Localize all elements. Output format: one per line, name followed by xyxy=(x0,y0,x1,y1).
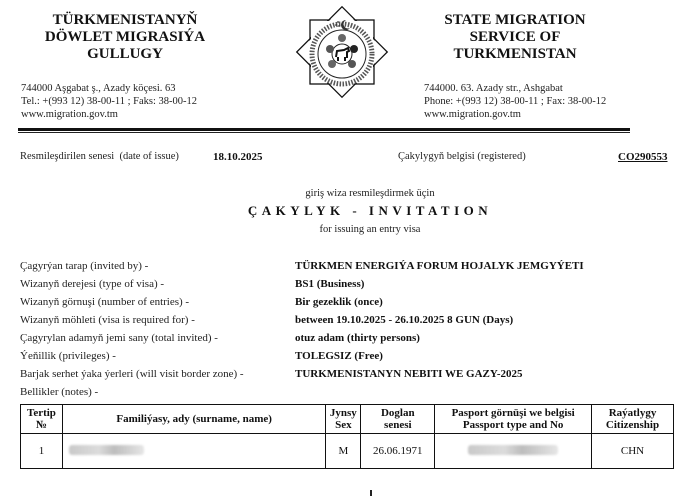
registration-number: CO290553 xyxy=(618,151,668,163)
field-value-privileges: TOLEGSIZ (Free) xyxy=(295,350,383,362)
org-name-line2: DÖWLET MIGRASIÝA xyxy=(44,29,206,45)
date-of-issue-label: Resmileşdirilen senesi (date of issue) xyxy=(20,151,179,162)
org-name-line2: SERVICE OF xyxy=(469,29,561,45)
document-title: ÇAKYLYK - INVITATION xyxy=(247,203,493,218)
field-value-visa-period: between 19.10.2025 - 26.10.2025 8 GUN (Days) xyxy=(295,314,514,326)
field-label-total-invited: Çagyrylan adamyň jemi sany (total invited) - xyxy=(20,332,218,344)
redaction-blur xyxy=(69,445,144,455)
header-divider xyxy=(18,128,630,131)
redaction-blur xyxy=(468,445,558,455)
cell-citizenship: CHN xyxy=(592,434,674,469)
org-name-turkmen xyxy=(20,12,230,63)
phone-line: Tel.: +(993 12) 38-00-11 ; Faks: 38-00-12 xyxy=(21,96,197,107)
field-value-total-invited: otuz adam (thirty persons) xyxy=(295,332,420,344)
header-line2: Sex xyxy=(335,419,352,431)
address-line: 744000 Aşgabat ş., Azady köçesi. 63 xyxy=(21,83,176,94)
org-name-line3: GULLUGY xyxy=(87,46,163,62)
header-line2: Passport type and No xyxy=(462,419,564,431)
field-label-border-zone: Barjak serhet ýaka ýerleri (will visit border zone) - xyxy=(20,368,244,380)
field-label-entries: Wizanyň görnuşi (number of entries) - xyxy=(20,296,190,308)
header-line2: № xyxy=(35,419,47,431)
address-block-turkmen xyxy=(21,82,197,121)
field-value-border-zone: TURKMENISTANYN NEBITI WE GAZY-2025 xyxy=(295,368,523,380)
field-label-privileges: Ýeňillik (privileges) - xyxy=(20,350,116,362)
field-value-visa-type: BS1 (Business) xyxy=(295,278,365,290)
column-header-birth-date xyxy=(361,405,435,434)
table-header-row xyxy=(21,405,674,434)
org-name-line3: TURKMENISTAN xyxy=(453,46,577,62)
fields-values xyxy=(295,257,584,383)
field-label-notes: Bellikler (notes) - xyxy=(20,386,99,398)
header-line2: senesi xyxy=(384,419,412,431)
org-name-line1: STATE MIGRATION xyxy=(444,12,586,28)
address-line: 744000. 63. Azady str., Ashgabat xyxy=(424,83,563,94)
cell-sex: M xyxy=(326,434,361,469)
column-header-citizenship xyxy=(592,405,674,434)
registration-label: Çakylygyň belgisi (registered) xyxy=(398,151,526,162)
field-label-visa-type: Wizanyň derejesi (type of visa) - xyxy=(20,278,165,290)
org-name-line1: TÜRKMENISTANYŇ xyxy=(52,12,198,28)
emblem-seal-icon xyxy=(292,2,392,102)
fields-labels xyxy=(20,257,244,401)
field-value-entries: Bir gezeklik (once) xyxy=(295,296,383,308)
header-line2: Citizenship xyxy=(605,419,660,431)
page-mark xyxy=(370,490,372,496)
header-line1: Tertip xyxy=(27,407,56,419)
cell-birth-date: 26.06.1971 xyxy=(361,434,435,469)
website-link[interactable]: www.migration.gov.tm xyxy=(424,109,521,120)
cell-number: 1 xyxy=(21,434,63,469)
table-row xyxy=(21,434,674,469)
column-header-passport xyxy=(435,405,592,434)
field-label-invited-by: Çagyrýan tarap (invited by) - xyxy=(20,260,149,272)
column-header-sex xyxy=(326,405,361,434)
field-label-visa-period: Wizanyň möhleti (visa is required for) - xyxy=(20,314,195,326)
column-header-number xyxy=(21,405,63,434)
address-block-english xyxy=(424,82,606,121)
cell-passport-redacted xyxy=(435,434,592,469)
date-of-issue-value: 18.10.2025 xyxy=(213,151,263,163)
header-line1: Familiýasy, ady (surname, name) xyxy=(116,413,272,425)
cell-name-redacted xyxy=(62,434,325,469)
website-link[interactable]: www.migration.gov.tm xyxy=(21,109,118,120)
header-line1: Doglan xyxy=(380,407,415,419)
header-line1: Pasport görnüşi we belgisi xyxy=(451,407,575,419)
header-line1: Raýatlygy xyxy=(608,407,657,419)
title-pre: giriş wiza resmileşdirmek üçin xyxy=(305,188,435,199)
org-name-english xyxy=(430,12,600,63)
header-divider-thin xyxy=(18,132,630,133)
invited-persons-table xyxy=(20,404,674,469)
title-post: for issuing an entry visa xyxy=(319,224,421,235)
column-header-name xyxy=(62,405,325,434)
phone-line: Phone: +(993 12) 38-00-11 ; Fax: 38-00-12 xyxy=(424,96,607,107)
field-value-invited-by: TÜRKMEN ENERGIÝA FORUM HOJALYK JEMGYÝETI xyxy=(295,260,584,272)
header-line1: Jynsy xyxy=(329,407,357,419)
